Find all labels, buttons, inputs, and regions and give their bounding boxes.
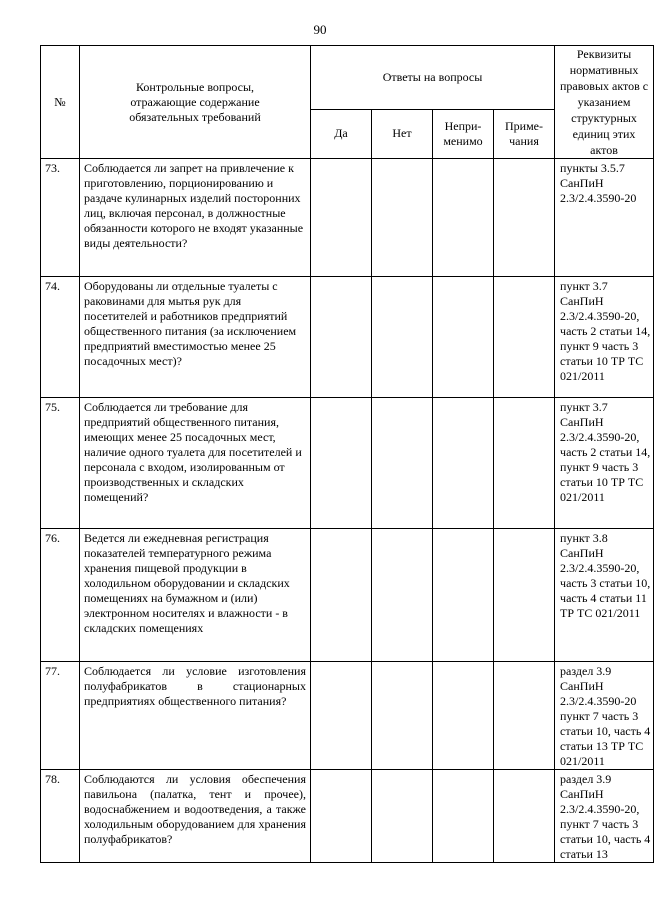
answer-yes-cell[interactable] (311, 662, 372, 770)
answer-no-cell[interactable] (372, 398, 433, 529)
answer-notes-cell[interactable] (494, 662, 555, 770)
header-num: № (41, 46, 80, 159)
table-header-row (41, 46, 654, 110)
header-question: Контрольные вопросы, отражающие содержание обязательных требований (80, 46, 311, 159)
answer-notes-cell[interactable] (494, 770, 555, 863)
row-number: 75. (41, 398, 80, 529)
row-question: Соблюдается ли запрет на привлечение к приготовлению, порционированию и раздаче кулинарных изделий посторонних лиц, включая персонал, в должностные обязанности которого не входят указанные виды деятельности? (80, 159, 311, 277)
header-answers: Ответы на вопросы (311, 46, 555, 110)
answer-not-applicable-cell[interactable] (433, 662, 494, 770)
answer-no-cell[interactable] (372, 277, 433, 398)
row-requisites: пункт 3.7 СанПиН 2.3/2.4.3590-20, часть 2 статьи 14, пункт 9 часть 3 статьи 10 ТР ТС 021/2011 (555, 277, 654, 398)
answer-notes-cell[interactable] (494, 529, 555, 662)
row-question: Соблюдается ли требование для предприятий общественного питания, имеющих менее 25 посадочных мест, наличие одного туалета для посетителей и персонала с входом, изолированным от производственных и складских помещений? (80, 398, 311, 529)
row-requisites: пункты 3.5.7 СанПиН 2.3/2.4.3590-20 (555, 159, 654, 277)
answer-yes-cell[interactable] (311, 277, 372, 398)
header-requisites: Реквизиты нормативных правовых актов с указанием структурных единиц этих актов (555, 46, 654, 159)
header-not-applicable: Непри- менимо (433, 109, 494, 158)
header-yes: Да (311, 109, 372, 158)
table-row (41, 529, 654, 662)
header-notes: Приме- чания (494, 109, 555, 158)
row-number: 78. (41, 770, 80, 863)
row-requisites: раздел 3.9 СанПиН 2.3/2.4.3590-20 пункт 7 часть 3 статьи 10, часть 4 статьи 13 ТР ТС 021/2011 (555, 662, 654, 770)
checklist-table (40, 45, 654, 863)
row-number: 76. (41, 529, 80, 662)
answer-no-cell[interactable] (372, 159, 433, 277)
header-no: Нет (372, 109, 433, 158)
answer-not-applicable-cell[interactable] (433, 529, 494, 662)
row-question: Ведется ли ежедневная регистрация показателей температурного режима хранения пищевой продукции в холодильном оборудовании и складских помещениях на бумажном и (или) электронном носителях и влажности - в складских помещениях (80, 529, 311, 662)
answer-not-applicable-cell[interactable] (433, 770, 494, 863)
table-row (41, 662, 654, 770)
answer-not-applicable-cell[interactable] (433, 398, 494, 529)
row-question: Оборудованы ли отдельные туалеты с раковинами для мытья рук для посетителей и работников предприятий общественного питания (за исключением предприятий вместимостью менее 25 посадочных мест)? (80, 277, 311, 398)
row-requisites: пункт 3.8 СанПиН 2.3/2.4.3590-20, часть 3 статьи 10, часть 4 статьи 11 ТР ТС 021/2011 (555, 529, 654, 662)
answer-yes-cell[interactable] (311, 398, 372, 529)
row-number: 74. (41, 277, 80, 398)
answer-notes-cell[interactable] (494, 277, 555, 398)
answer-not-applicable-cell[interactable] (433, 159, 494, 277)
row-requisites: пункт 3.7 СанПиН 2.3/2.4.3590-20, часть 2 статьи 14, пункт 9 часть 3 статьи 10 ТР ТС 021/2011 (555, 398, 654, 529)
table-row (41, 770, 654, 863)
page-number: 90 (313, 22, 327, 37)
table-row (41, 277, 654, 398)
answer-not-applicable-cell[interactable] (433, 277, 494, 398)
answer-no-cell[interactable] (372, 770, 433, 863)
answer-notes-cell[interactable] (494, 159, 555, 277)
row-number: 77. (41, 662, 80, 770)
answer-notes-cell[interactable] (494, 398, 555, 529)
table-row (41, 159, 654, 277)
answer-no-cell[interactable] (372, 529, 433, 662)
row-number: 73. (41, 159, 80, 277)
answer-yes-cell[interactable] (311, 159, 372, 277)
answer-yes-cell[interactable] (311, 529, 372, 662)
answer-no-cell[interactable] (372, 662, 433, 770)
row-question: Соблюдается ли условие изготовления полуфабрикатов в стационарных предприятиях общественного питания? (80, 662, 311, 770)
answer-yes-cell[interactable] (311, 770, 372, 863)
row-question: Соблюдаются ли условия обеспечения павильона (палатка, тент и прочее), водоснабжением и водоотведения, а также холодильным оборудованием для хранения полуфабрикатов? (80, 770, 311, 863)
table-row (41, 398, 654, 529)
row-requisites: раздел 3.9 СанПиН 2.3/2.4.3590-20, пункт 7 часть 3 статьи 10, часть 4 статьи 13 (555, 770, 654, 863)
